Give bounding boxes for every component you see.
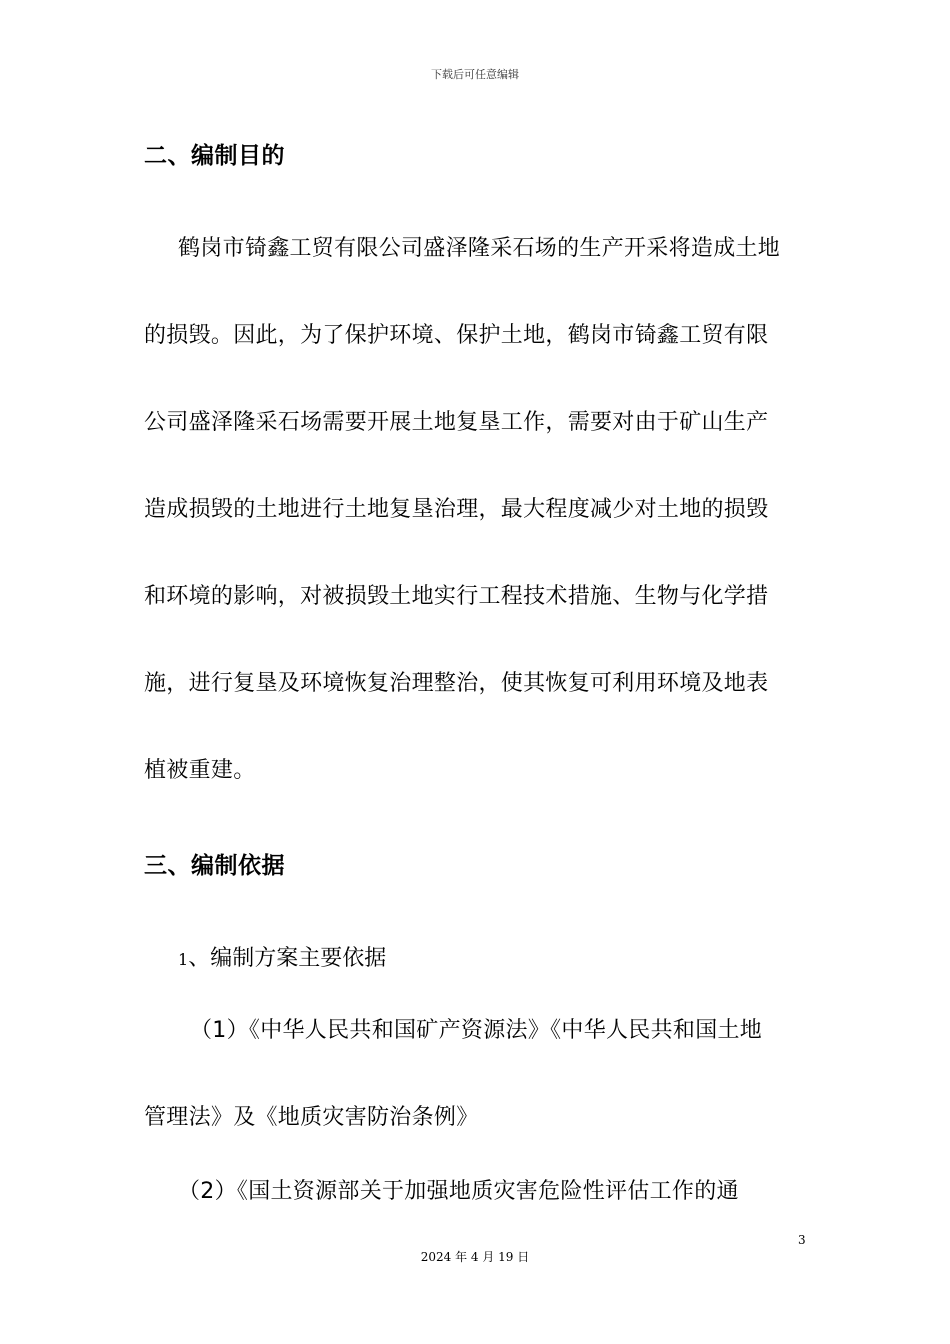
subheading-main-basis xyxy=(178,941,386,972)
section-heading-purpose: 二、编制目的 xyxy=(144,143,285,169)
basis-item-1-line-2: 管理法》及《地质灾害防治条例》 xyxy=(144,1105,479,1130)
paragraph-line: 鹤岗市锜鑫工贸有限公司盛泽隆采石场的生产开采将造成土地 xyxy=(178,236,781,261)
paragraph-line: 和环境的影响，对被损毁土地实行工程技术措施、生物与化学措 xyxy=(144,584,769,609)
paragraph-line: 的损毁。因此，为了保护环境、保护土地，鹤岗市锜鑫工贸有限 xyxy=(144,323,769,348)
paragraph-line: 造成损毁的土地进行土地复垦治理，最大程度减少对土地的损毁 xyxy=(144,497,769,522)
subheading-text: 、编制方案主要依据 xyxy=(188,946,387,971)
paragraph-line: 植被重建。 xyxy=(144,758,256,783)
basis-item-2-line-1: （2）《国土资源部关于加强地质灾害危险性评估工作的通 xyxy=(178,1179,739,1204)
section-heading-basis: 三、编制依据 xyxy=(144,853,285,879)
subheading-number: 1 xyxy=(178,950,189,969)
page-number: 3 xyxy=(798,1233,806,1247)
header-note: 下载后可任意编辑 xyxy=(431,68,519,81)
paragraph-line: 公司盛泽隆采石场需要开展土地复垦工作，需要对由于矿山生产 xyxy=(144,410,769,435)
paragraph-line: 施，进行复垦及环境恢复治理整治，使其恢复可利用环境及地表 xyxy=(144,671,769,696)
footer-date: 2024 年 4 月 19 日 xyxy=(420,1250,530,1264)
basis-item-1-line-1: （1）《中华人民共和国矿产资源法》《中华人民共和国土地 xyxy=(190,1018,763,1043)
